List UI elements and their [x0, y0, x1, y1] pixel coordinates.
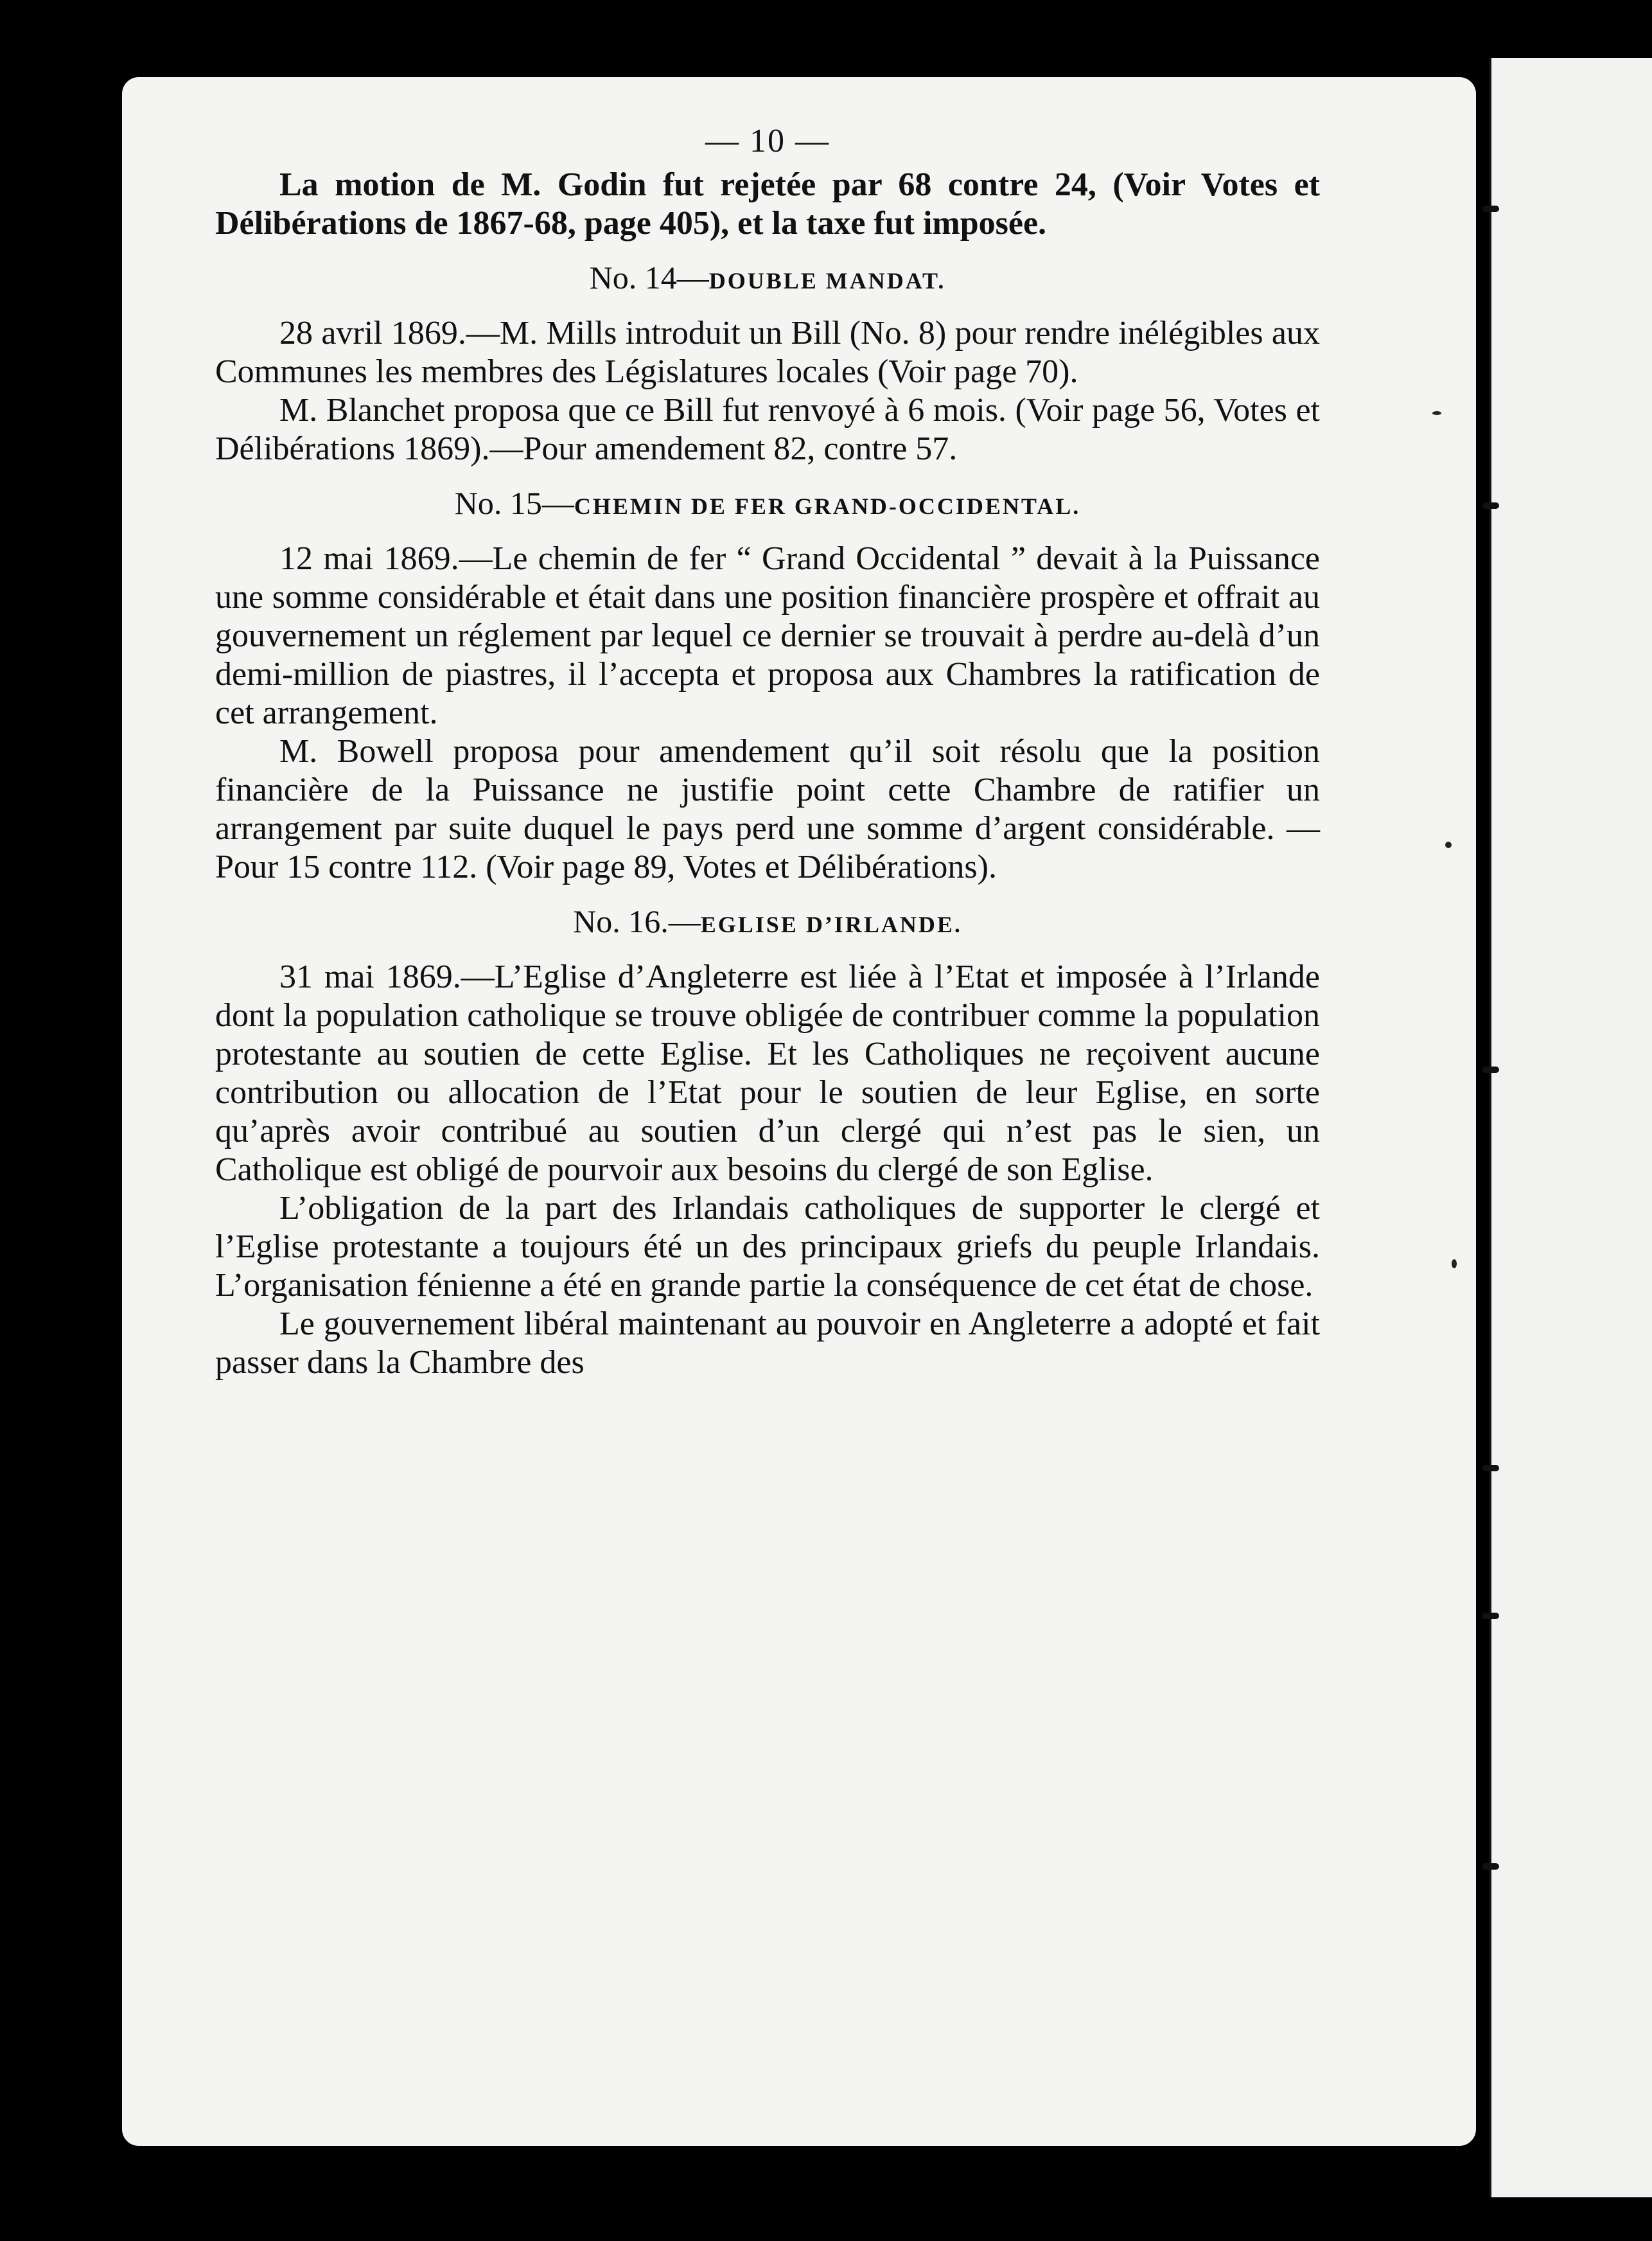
- margin-mark: [1482, 1465, 1499, 1471]
- section-16: [215, 902, 1320, 1382]
- section-14: [215, 258, 1320, 468]
- section-number: No. 16.—: [573, 903, 701, 939]
- section-paragraph: M. Blanchet proposa que ce Bill fut renvoyé à 6 mois. (Voir page 56, Votes et Délibérations 1869).—Pour amendement 82, contre 57.: [215, 392, 1320, 467]
- intro-paragraph: La motion de M. Godin fut rejetée par 68 contre 24, (Voir Votes et Délibérations de 1867-68, page 405), et la taxe fut imposée.: [215, 166, 1320, 242]
- section-paragraph: M. Bowell proposa pour amendement qu’il soit résolu que la position financière de la Puissance ne justifie point cette Chambre de ratifier un arrangement par suite duquel le pays perd une somme d’argent considérable. — Pour 15 contre 112. (Voir page 89, Votes et Délibérations).: [215, 733, 1320, 885]
- scan-speck: [1432, 411, 1441, 415]
- margin-mark: [1482, 1067, 1499, 1073]
- adjacent-page-edge: [1489, 58, 1652, 2197]
- section-heading: [215, 258, 1320, 300]
- section-15: [215, 484, 1320, 887]
- section-heading: [215, 902, 1320, 944]
- section-title: CHEMIN DE FER GRAND-OCCIDENTAL.: [574, 493, 1081, 519]
- page-number: — 10 —: [705, 123, 830, 159]
- page-text: [215, 122, 1320, 1382]
- section-paragraph: 31 mai 1869.—L’Eglise d’Angleterre est liée à l’Etat et imposée à l’Irlande dont la population catholique se trouve obligée de contribuer comme la population protestante au soutien de cette Eglise. Et les Catholiques ne reçoivent aucune contribution ou allocation de l’Etat pour le soutien de leur Eglise, en sorte qu’après avoir contribué au soutien d’un clergé qui n’est pas le sien, un Catholique est obligé de pourvoir aux besoins du clergé de son Eglise.: [215, 959, 1320, 1188]
- margin-mark: [1482, 502, 1499, 509]
- section-heading: [215, 484, 1320, 526]
- scan-speck: [1452, 1259, 1457, 1268]
- section-number: No. 15—: [454, 485, 574, 521]
- section-paragraph: 28 avril 1869.—M. Mills introduit un Bill (No. 8) pour rendre inélégibles aux Communes les membres des Législatures locales (Voir page 70).: [215, 315, 1320, 390]
- section-paragraph: 12 mai 1869.—Le chemin de fer “ Grand Occidental ” devait à la Puissance une somme considérable et était dans une position financière prospère et offrait au gouvernement un réglement par lequel ce dernier se trouvait à perdre au-delà d’un demi-million de piastres, il l’accepta et proposa aux Chambres la ratification de cet arrangement.: [215, 540, 1320, 731]
- section-title: EGLISE D’IRLANDE.: [700, 912, 962, 937]
- margin-mark: [1482, 1613, 1499, 1619]
- section-number: No. 14—: [589, 260, 709, 296]
- margin-mark: [1482, 1863, 1499, 1870]
- section-paragraph: Le gouvernement libéral maintenant au pouvoir en Angleterre a adopté et fait passer dans la Chambre des: [215, 1306, 1320, 1381]
- section-paragraph: L’obligation de la part des Irlandais catholiques de supporter le clergé et l’Eglise protestante a toujours été un des principaux griefs du peuple Irlandais. L’organisation fénienne a été en grande partie la conséquence de cet état de chose.: [215, 1190, 1320, 1304]
- scan-speck: [1445, 842, 1452, 848]
- section-title: DOUBLE MANDAT.: [708, 268, 946, 294]
- margin-mark: [1482, 206, 1499, 212]
